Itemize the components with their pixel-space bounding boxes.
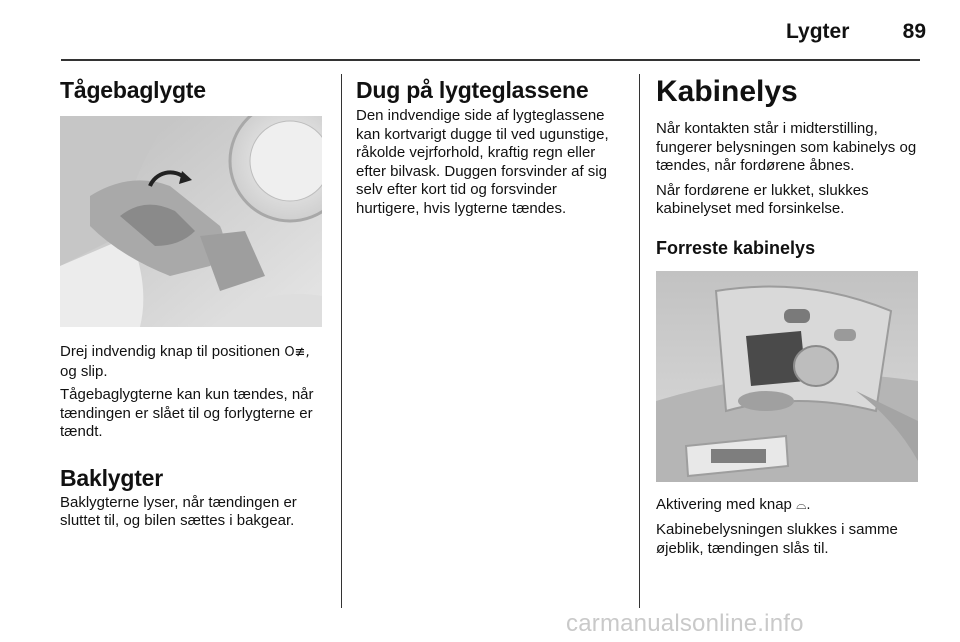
column-interior-light xyxy=(656,76,922,558)
page-number: 89 xyxy=(902,20,926,43)
column-fog-light xyxy=(60,76,326,531)
interior-light-activation xyxy=(656,496,922,516)
fog-light-condition: Tågebaglygterne kan kun tændes, når tændingen er slået til og forlygterne er tændt. xyxy=(60,386,314,440)
fog-light-instruction-end: og slip. xyxy=(60,362,108,380)
watermark: carmanualsonline.info xyxy=(566,610,804,637)
condensation-text: Den indvendige side af lygteglassene kan kortvarigt dugge til ved ugunstige, råkolde vejrforhold, kraftig regn eller efter bilvask. Duggen forsvinder af sig selv efter kort tid og forsvinder hurtigere, hvis lygterne tændes. xyxy=(356,107,609,217)
reverse-light-text: Baklygterne lyser, når tændingen er sluttet til, og bilen sættes i bakgear. xyxy=(60,493,297,529)
interior-light-activation-text: Aktivering med knap xyxy=(656,495,797,513)
running-header-title: Lygter xyxy=(786,20,850,43)
interior-light-off-text: Kabinebelysningen slukkes i samme øjeblik, tændingen slås til. xyxy=(656,521,898,557)
section-title-interior-light: Kabinelys xyxy=(656,75,798,108)
column-divider-2 xyxy=(639,74,640,608)
fog-light-switch-photo xyxy=(60,116,322,327)
column-divider-1 xyxy=(341,74,342,608)
header-divider xyxy=(61,59,920,61)
section-title-condensation: Dug på lygteglassene xyxy=(356,77,589,103)
section-title-fog-light: Tågebaglygte xyxy=(60,77,206,103)
section-title-front-interior-light: Forreste kabinelys xyxy=(656,237,816,258)
section-title-reverse-light: Baklygter xyxy=(60,464,164,491)
column-condensation xyxy=(356,76,622,218)
front-interior-light-photo xyxy=(656,271,918,482)
interior-light-symbol: ⌓. xyxy=(796,497,811,513)
fog-light-symbol: O≢, xyxy=(284,345,310,360)
fog-light-instruction xyxy=(60,343,326,381)
interior-light-text-2: Når fordørene er lukket, slukkes kabinelyset med forsinkelse. xyxy=(656,181,869,217)
fog-light-instruction-text: Drej indvendig knap til positionen xyxy=(60,343,285,360)
interior-light-text-1: Når kontakten står i midterstilling, fungerer belysningen som kabinelys og tændes, når fordørene åbnes. xyxy=(656,120,917,174)
